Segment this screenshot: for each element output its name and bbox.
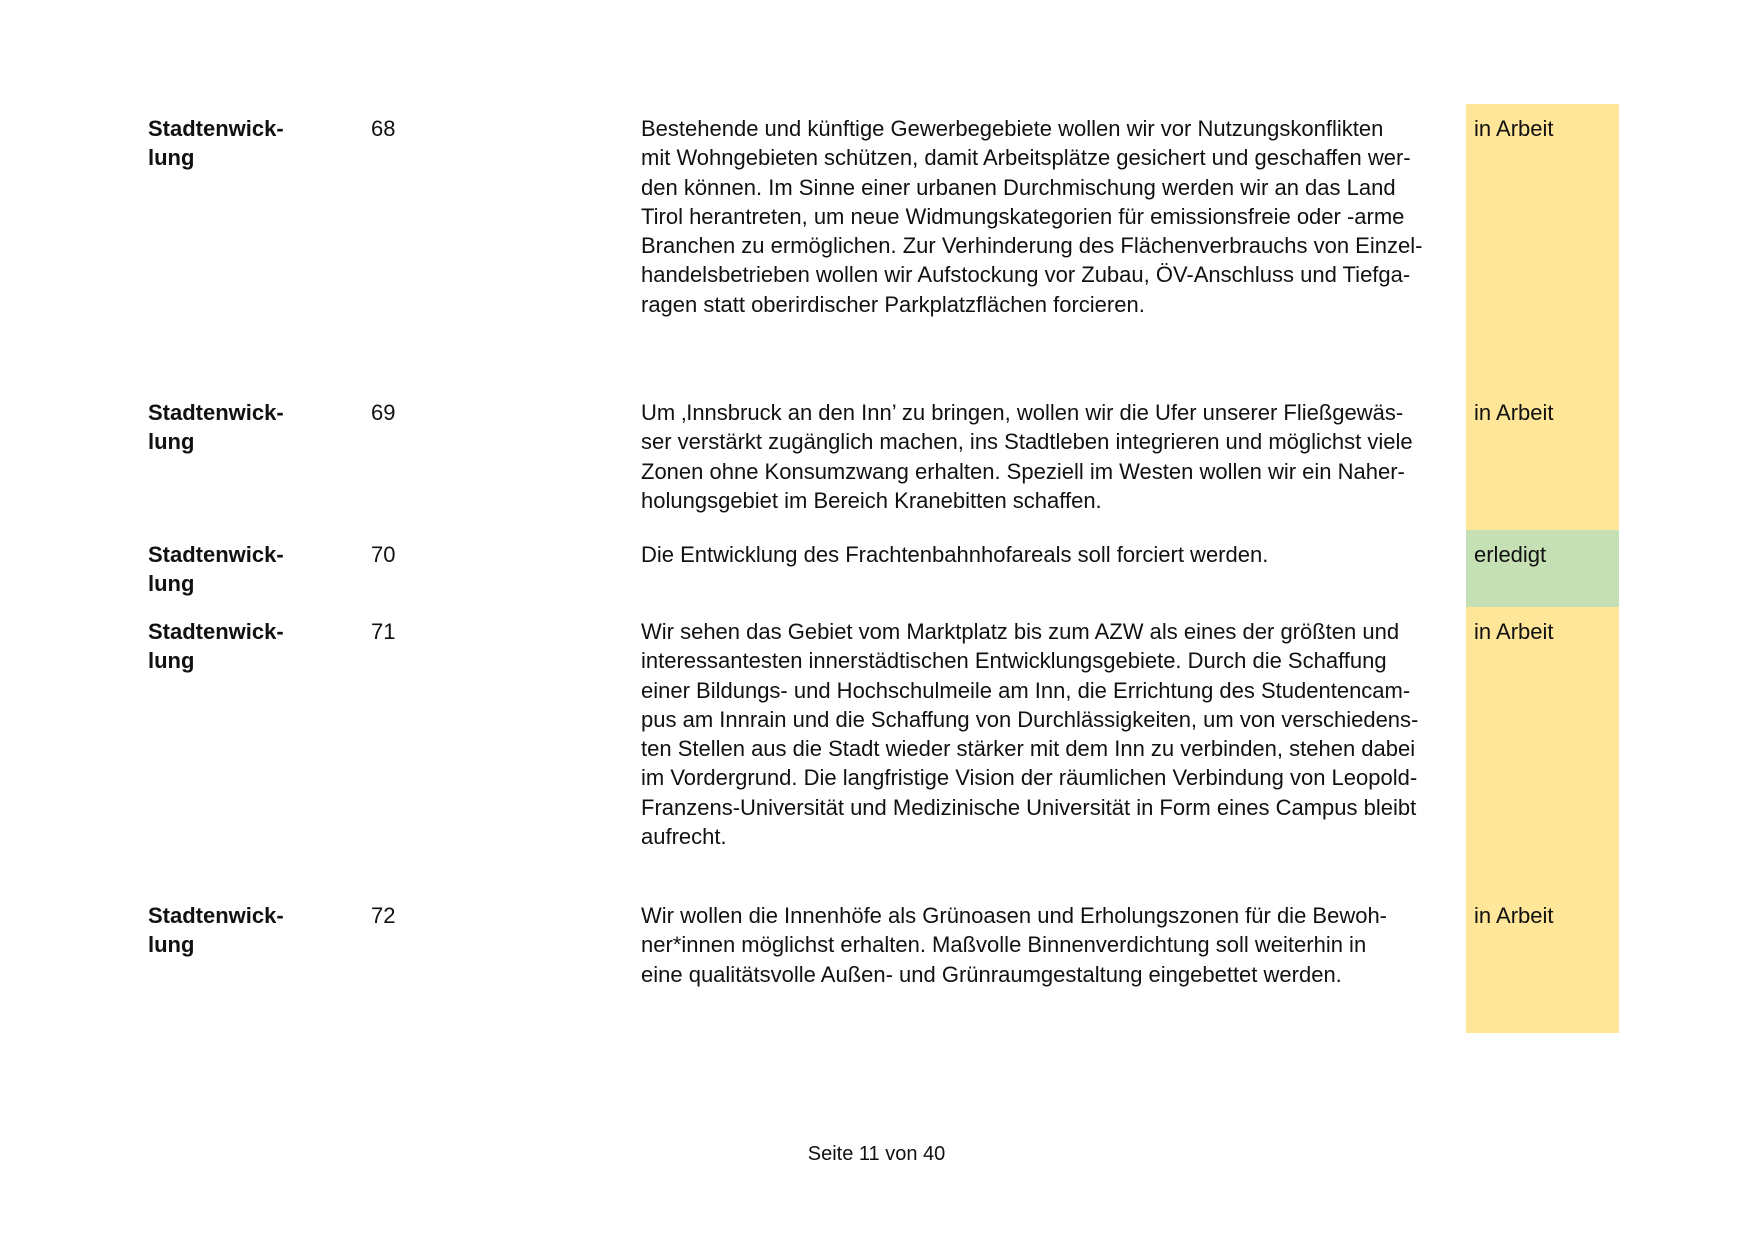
table-row: [0, 891, 1753, 1033]
number-cell: 71: [371, 619, 396, 644]
status-cell: erledigt: [1466, 530, 1619, 607]
number-cell: 70: [371, 542, 396, 567]
table-row: [0, 530, 1753, 607]
status-cell: in Arbeit: [1466, 607, 1619, 891]
status-cell: in Arbeit: [1466, 388, 1619, 530]
status-cell: in Arbeit: [1466, 891, 1619, 1033]
text-cell: Wir wollen die Innenhöfe als Grünoasen und Erholungszonen für die Bewoh- ner*innen möglichst erhalten. Maßvolle Binnenverdichtung soll weiterhin in eine qualitätsvolle Außen- und Grünraumgestaltung eingebettet werden.: [641, 903, 1388, 987]
category-cell: Stadtenwick- lung: [148, 116, 284, 171]
number-cell: 72: [371, 903, 396, 928]
number-cell: 69: [371, 400, 396, 425]
table-row: [0, 104, 1753, 388]
category-cell: Stadtenwick- lung: [148, 400, 284, 455]
category-cell: Stadtenwick- lung: [148, 903, 284, 958]
text-cell: Um ‚Innsbruck an den Inn’ zu bringen, wollen wir die Ufer unserer Fließgewäs- ser verstärkt zugänglich machen, ins Stadtleben integrieren und möglichst viele Zonen ohne Konsumzwang erhalten. Speziell im Westen wollen wir ein Naher- holungsgebiet im Bereich Kranebitten schaffen.: [641, 400, 1413, 513]
page-number: Seite 11 von 40: [807, 1143, 946, 1165]
text-cell: Wir sehen das Gebiet vom Marktplatz bis zum AZW als eines der größten und interessantesten innerstädtischen Entwicklungsgebiete. Durch die Schaffung einer Bildungs- und Hochschulmeile am Inn, die Errichtung des Studentencam- pus am Innrain und die Schaffung von Durchlässigkeiten, um von verschiedens- ten Stellen aus die Stadt wieder stärker mit dem Inn zu verbinden, stehen dabei im Vordergrund. Die langfristige Vision der räumlichen Verbindung von Leopold- Franzens-Universität und Medizinische Universität in Form eines Campus bleibt aufrecht.: [641, 619, 1419, 850]
category-cell: Stadtenwick- lung: [148, 619, 284, 674]
category-cell: Stadtenwick- lung: [148, 542, 284, 597]
text-cell: Bestehende und künftige Gewerbegebiete wollen wir vor Nutzungskonflikten mit Wohngebieten schützen, damit Arbeitsplätze gesichert und geschaffen wer- den können. Im Sinne einer urbanen Durchmischung werden wir an das Land Tirol herantreten, um neue Widmungskategorien für emissionsfreie oder -arme Branchen zu ermöglichen. Zur Verhinderung des Flächenverbrauchs von Einzel- handelsbetrieben wollen wir Aufstockung vor Zubau, ÖV-Anschluss und Tiefga- ragen statt oberirdischer Parkplatzflächen forcieren.: [641, 116, 1423, 317]
table-row: [0, 388, 1753, 530]
status-cell: in Arbeit: [1466, 104, 1619, 388]
text-cell: Die Entwicklung des Frachtenbahnhofareals soll forciert werden.: [641, 542, 1269, 567]
table-row: [0, 607, 1753, 891]
number-cell: 68: [371, 116, 396, 141]
